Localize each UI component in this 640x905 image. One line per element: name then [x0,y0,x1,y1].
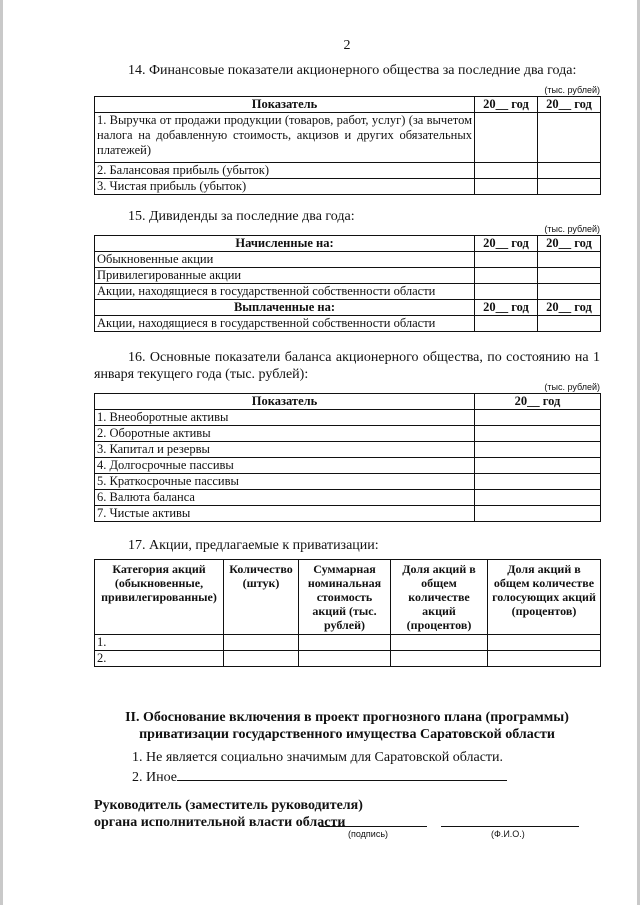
table-row [95,635,601,651]
table-row [95,458,601,474]
header-indicator: Показатель [95,97,475,113]
value-cell [475,316,538,332]
header-quantity: Количество (штук) [224,560,299,635]
row-capital-reserves: 3. Капитал и резервы [95,442,475,458]
row-number: 1. [95,635,224,651]
header-accrued: Начисленные на: [95,236,475,252]
value-cell [538,113,601,163]
value-cell [475,284,538,300]
header-year-1: 20__ год [475,97,538,113]
value-cell [538,179,601,195]
header-year-2: 20__ год [538,97,601,113]
row-state-shares-paid: Акции, находящиеся в государственной собственности области [95,316,475,332]
table-row [95,284,601,300]
value-cell [488,635,601,651]
reason-item-2-label: 2. Иное [132,770,177,785]
value-cell [475,490,601,506]
privatization-shares-table [94,559,601,667]
value-cell [538,268,601,284]
table-row [95,268,601,284]
balance-indicators-table [94,393,601,522]
table-row [95,651,601,667]
row-state-shares: Акции, находящиеся в государственной собственности области [95,284,475,300]
row-number: 2. [95,651,224,667]
table-row [95,442,601,458]
header-year-2: 20__ год [538,236,601,252]
header-year-2: 20__ год [538,300,601,316]
value-cell [391,635,488,651]
header-share-voting: Доля акций в общем количестве голосующих акций (процентов) [488,560,601,635]
table-header-row [95,97,601,113]
table-row [95,506,601,522]
scan-edge-left [0,0,3,905]
table-row [95,163,601,179]
table-header-row [95,236,601,252]
value-cell [475,252,538,268]
value-cell [299,635,391,651]
value-cell [475,268,538,284]
reason-item-2 [132,767,507,786]
header-year: 20__ год [475,394,601,410]
table-header-row [95,394,601,410]
signature-caption: (подпись) [348,829,389,839]
table-row [95,316,601,332]
table-row [95,410,601,426]
value-cell [475,506,601,522]
row-net-assets: 7. Чистые активы [95,506,475,522]
signature-role-line-1: Руководитель (заместитель руководителя) [94,798,363,813]
section-17-title: 17. Акции, предлагаемые к приватизации: [128,538,379,553]
row-long-term-liabilities: 4. Долгосрочные пассивы [95,458,475,474]
row-noncurrent-assets: 1. Внеоборотные активы [95,410,475,426]
value-cell [538,163,601,179]
name-caption: (Ф.И.О.) [491,829,525,839]
row-ordinary-shares: Обыкновенные акции [95,252,475,268]
name-line [441,826,579,827]
table-row [95,474,601,490]
section-16-unit: (тыс. рублей) [544,382,600,392]
header-share-total: Доля акций в общем количестве акций (процентов) [391,560,488,635]
dividends-table [94,235,601,332]
signature-line [319,826,427,827]
section-16-title: 16. Основные показатели баланса акционерного общества, по состоянию на 1 января текущего года (тыс. рублей): [94,350,600,382]
table-row [95,252,601,268]
table-row [95,490,601,506]
row-short-term-liabilities: 5. Краткосрочные пассивы [95,474,475,490]
value-cell [488,651,601,667]
header-category: Категория акций (обыкновенные, привилегированные) [95,560,224,635]
value-cell [475,474,601,490]
value-cell [475,410,601,426]
value-cell [391,651,488,667]
value-cell [475,163,538,179]
value-cell [538,284,601,300]
row-preferred-shares: Привилегированные акции [95,268,475,284]
value-cell [299,651,391,667]
table-row [95,113,601,163]
table-row [95,426,601,442]
section-14-unit: (тыс. рублей) [544,85,600,95]
value-cell [224,635,299,651]
row-balance-profit: 2. Балансовая прибыль (убыток) [95,163,475,179]
row-revenue: 1. Выручка от продажи продукции (товаров, работ, услуг) (за вычетом налога на добавленную стоимость, акцизов и других обязательных платежей) [95,113,475,163]
value-cell [538,252,601,268]
header-year-1: 20__ год [475,236,538,252]
header-nominal-value: Суммарная номинальная стоимость акций (тыс. рублей) [299,560,391,635]
row-current-assets: 2. Оборотные активы [95,426,475,442]
other-reason-line [177,767,507,781]
section-14-title: 14. Финансовые показатели акционерного общества за последние два года: [128,63,577,78]
financial-indicators-table [94,96,601,195]
header-paid: Выплаченные на: [95,300,475,316]
value-cell [475,442,601,458]
row-net-profit: 3. Чистая прибыль (убыток) [95,179,475,195]
table-row [95,179,601,195]
row-balance-total: 6. Валюта баланса [95,490,475,506]
header-indicator: Показатель [95,394,475,410]
page-number: 2 [343,38,351,53]
section-15-unit: (тыс. рублей) [544,224,600,234]
reason-item-1: 1. Не является социально значимым для Саратовской области. [132,750,504,765]
value-cell [475,179,538,195]
value-cell [475,458,601,474]
header-year-1: 20__ год [475,300,538,316]
section-2-title: II. Обоснование включения в проект прогнозного плана (программы) приватизации государственного имущества Саратовской области [125,710,569,742]
value-cell [224,651,299,667]
value-cell [475,426,601,442]
value-cell [475,113,538,163]
value-cell [538,316,601,332]
table-header-row [95,560,601,635]
signature-role-line-2: органа исполнительной власти области [94,815,346,830]
section-15-title: 15. Дивиденды за последние два года: [128,209,355,224]
table-header-row [95,300,601,316]
